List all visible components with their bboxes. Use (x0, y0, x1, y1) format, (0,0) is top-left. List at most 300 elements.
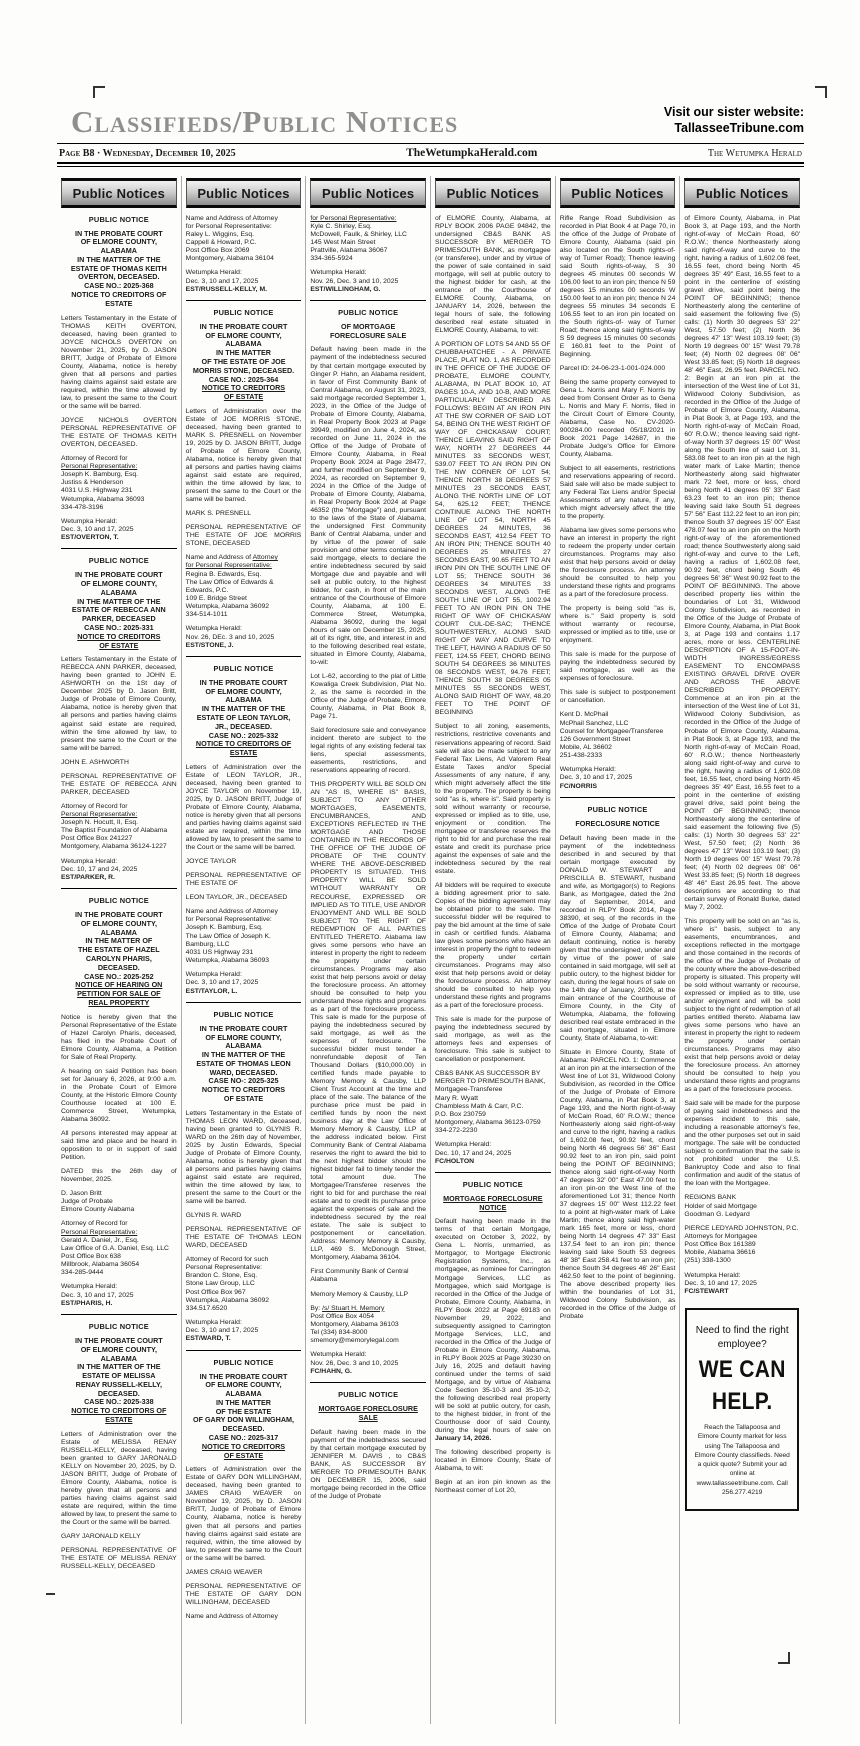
notice-line: PIERCE LEDYARD JOHNSTON, P.C. (684, 1224, 799, 1232)
notice-line: Wetumpka Herald: (310, 1351, 367, 1359)
notice-paragraph: of Elmore County, Alabama, in Plat Book 3, at Page 193, and the North right-of-way of McCain Road, 60' R.O.W.; thence Northeasterly along said right-of-way and curve to the right, having a radius of 1,602.08 feet, 16.55 feet, chord being North 45 degrees 35' 49" East, 16.55 feet to a point in the centerline of existing gravel drive, said point being the POINT OF BEGINNING; thence Northeasterly along the centerline of said easement the following five (5) calls: (1) North 30 degrees 53' 22" West, 57.50 feet; (2) North 36 degrees 47' 13" West 103.19 feet; (3) North 19 degrees 00' 15" West 79.78 feet; (4) North 02 degrees 08' 06" West 33.85 feet; (5) North 18 degrees 48' 46" East, 26.95 feet. PARCEL NO. 2: Begin at an iron pin at the intersection of the West line of Lot 31, Wildwood Colony Subdivision, as recorded in the Office of the Judge of Probate of Elmore County, Alabama, in Plat Book 3, at Page 193, and the North right-of-way of McCain Road, 60' R.O.W.; thence leaving said right-of-way North 37 degrees 15' 00" West along the South line of said Lot 31, 583.08 feet to an iron pin at the high water mark of Lake Martin; thence Northeasterly along said highwater mark 72 feet, more or less, chord being North 41 degrees 05' 33" East 63.23 feet to an iron pin; thence leaving said lake South 51 degrees 57' 56" East 112.22 feet to an iron pin; thence South 37 degrees 15' 00" East 478.07 feet to an iron pin on the North right-of-way of the aforementioned road; thence Southwesterly along said right-of-way and curve to the Left, having a radius of 1,602.08 feet, 90.92 feet, chord being South 46 degrees 56' 36" West 90.92 feet to the POINT OF BEGINNING. The above described property lies within the boundaries of Lot 31, Wildwood Colony Subdivision, as recorded in the Office of the Judge of Probate of Elmore County, Alabama, in Plat Book 3, at Page 193 and contains 1.17 acres, more or less. CENTERLINE DESCRIPTION OF A 15-FOOT-IN-WIDTH INGRESS/EGRESS EASEMENT TO ENCOMPASS EXISTING GRAVEL DRIVE OVER AND ACROSS THE ABOVE DESCRIBED PROPERTY: Commence at an iron pin at the intersection of the West line of Lot 31, Wildwood Colony Subdivision, as recorded in the Office of the Judge of Probate of Elmore County, Alabama, in Plat Book 3, at Page 193, and the North right-of-way of McCain Road, 60' R.O.W.; thence Northeasterly along said right-of-way and curve to the right, having a radius of 1,602.08 feet, 16.55 feet, chord being North 45 degrees 35' 49" East, 16.55 feet to a point in the centerline of existing gravel drive, said point being the POINT OF BEGINNING; thence Northeasterly along the centerline of said easement the following five (5) calls: (1) North 30 degrees 53' 22" West, 57.50 feet; (2) North 36 degrees 47' 13" West 103.19 feet; (3) North 19 degrees 00' 15" West 79.78 feet; (4) North 02 degrees 08' 06" West 33.85 feet; (5) North 18 degrees 48' 46" East 26.95 feet. The above descriptions are according to that certain survey of Ronald Burke, dated May 7, 2002. (684, 214, 801, 911)
notice-line: The Law Office of Edwards & Edwards, P.C. (185, 578, 274, 594)
notice-line: Wetumpka, Alabama 36092 (185, 603, 270, 611)
notice-title-line: ALABAMA (225, 1041, 262, 1051)
notice-paragraph: Letters of Administration over the Estate of LEON TAYLOR, JR., deceased, having been granted to JOYCE TAYLOR on November 19, 2025, by D. JASON BRITT, Judge of Probate of Elmore County, Alabama, notice is hereby given that all persons and parties having claims against said estate are required, within the time allowed by law, to present the same to the Court or the same will be barred. (185, 763, 302, 852)
notice-title-line: NOTICE TO CREDITORS (77, 631, 161, 641)
notice-title-line: CAROLYN PHARIS, (85, 953, 152, 963)
notice-line: Name and Address of Attorney (185, 554, 278, 562)
notice-title-line: OF ELMORE COUNTY, (205, 1380, 282, 1390)
notice-title-line: ALABAMA (225, 339, 262, 349)
notice-lines (61, 1190, 177, 1214)
notice-lines (61, 803, 177, 852)
notice-lines (310, 1268, 426, 1284)
notice-title-line: FORECLOSURE NOTICE (575, 818, 660, 828)
notice-lines (186, 971, 302, 995)
notice-line: Attorney of Record for (61, 1220, 128, 1228)
house-ad-details: Reach the Tallapoosa and Elmore County market for less using The Tallapoosa and Elmore County classifieds. Need a quick quote? Submit your ad online at www.tallasseetribune.com. Call 256.277.4219 (694, 1424, 790, 1496)
house-ad-question: Need to find the right employee? (695, 1325, 789, 1350)
notice-line: 109 E. Bridge Street (185, 594, 247, 602)
notice-line: Post Office Box 4054 (310, 1312, 375, 1320)
notice-title-line: NOTICE TO CREDITORS OF (71, 289, 167, 299)
notice-lines (61, 455, 177, 512)
notice-line: Dec. 3, 10 and 17, 2025 (61, 1291, 134, 1299)
notice-title-line: PETITION FOR SALE OF (77, 989, 161, 999)
notice-paragraph: LEON TAYLOR, JR., DECEASED (185, 894, 288, 902)
notice-title-line: ESTATE OF LEON TAYLOR, (196, 713, 291, 723)
notice-title-line: WARD, DECEASED. (209, 1067, 278, 1077)
notice-line: 4031 U.S. Highway 231 (61, 487, 133, 495)
notice-line: FC/STEWART (684, 1287, 729, 1295)
notice-paragraph: This property will be sold on an "as is, where is" basis, subject to any easements, encumbrances, and exceptions reflected in the mortgage and those contained in the records of the office of the Judge of Probate of the county where the above-described property is situated. This property will be sold without warranty or recourse, expressed or implied as to title, use and/or enjoyment and will be sold subject to the right of redemption of all parties entitled thereto. Alabama law gives some persons who have an interest in property the right to redeem the property under certain circumstances. Programs may also exist that help persons avoid or delay the foreclosure process. An attorney should be consulted to help you understand these rights and programs as a part of the foreclosure process. (684, 917, 801, 1094)
notice-line: EST/STONE, J. (185, 641, 234, 649)
notice-line: Regina B. Edwards, Esq. (185, 570, 262, 578)
notice-lines (684, 1225, 800, 1266)
notice-line: Wetumpka Herald: (684, 1271, 741, 1279)
notice-line: Cappell & Howard, P.C. (185, 238, 257, 246)
notice-paragraph: Said sale will be made for the purpose of paying said indebtedness and the expenses incident to this sale, including a reasonable attorney's fee, and the other purposes set out in said mortgage. The sale will be conducted subject to confirmation that the sale is not prohibited under the U.S. Bankruptcy Code and also to final confirmation and audit of the status of the loan with the Mortgagee. (684, 1100, 801, 1188)
notice-line: D. Jason Britt (61, 1189, 102, 1197)
notice-line: First Community Bank of Central Alabama (310, 1268, 409, 1284)
notice-paragraph: The property is being sold "as is, where is." Said property is sold without warranty or recourse, expressed or implied as to title, use or enjoyment. (559, 605, 676, 645)
notice-line: EST/RUSSELL-KELLY, M. (185, 285, 267, 293)
notice-title-line: SALE (358, 1412, 378, 1422)
notice-line: Gerald A. Daniel, Jr., Esq. (61, 1236, 139, 1244)
notice-paragraph: All bidders will be required to execute a bidding agreement prior to sale. Copies of the bidding agreement may be obtained prior to the sale. The successful bidder will be required to pay the bid amount at the time of sale in cash or certified funds. Alabama law gives some persons who have an interest in property the right to redeem the property under certain circumstances. Programs may also exist that help persons avoid or delay the foreclosure process. An attorney should be consulted to help you understand these rights and programs as a part of the foreclosure process. (435, 881, 551, 1009)
notice-title-line: ALABAMA (100, 1353, 137, 1363)
public-notice-label: PUBLIC NOTICE (338, 307, 399, 317)
notice-line: 334-514-1011 (185, 611, 228, 619)
notice-lines (310, 1351, 426, 1375)
notice-title-line: ESTATE (105, 298, 133, 308)
notice-line: Dec. 3, 10 and 17, 2025 (185, 979, 259, 987)
notice-title-line: IN THE MATTER (216, 348, 271, 358)
house-ad-headline-line1: WE CAN (698, 1356, 786, 1383)
notice-paragraph: Said foreclosure sale and conveyance incident thereto are subject to the legal rights of any existing federal tax liens, special assessments, easements, restrictions, and reservations appearing of record. (310, 727, 427, 775)
notice-line: for Personal Representative: (185, 916, 272, 924)
notice-lines (186, 215, 302, 264)
notice-title-line: OF ELMORE COUNTY, (80, 918, 157, 928)
notice-paragraph: This sale is subject to postponement or cancellation. (559, 689, 676, 705)
public-notices-banner: Public Notices (435, 178, 551, 208)
notice-line: Wetumpka Herald: (185, 971, 242, 979)
notice-line: Name and Address of Attorney (185, 908, 278, 916)
notice-paragraph: This sale is made for the purpose of paying the indebtedness secured by said mortgage, as well as the expenses of foreclosure. (559, 651, 676, 683)
notice-line: 334.517.6520 (185, 1304, 228, 1312)
notice-line: Attorney of Record for (61, 454, 128, 462)
notice-title-line: CASE NO.: 2025-332 (208, 730, 279, 740)
notice-lines (560, 711, 676, 760)
notice-line: Memory Memory & Causby, LLP (310, 1290, 409, 1298)
crop-mark-top-left (93, 86, 105, 98)
notice-paragraph: Notice is hereby given that the Personal Representative of the Estate of Hazel Carolyn Pharis, deceased, has filed in the Probate Court of Elmore County, Alabama, a Petition for Sale of Real Property. (61, 1013, 177, 1061)
notice-title-line: THE ESTATE OF HAZEL (78, 945, 160, 955)
notice-line: 334-365-5924 (310, 255, 353, 263)
public-notice-label: PUBLIC NOTICE (213, 307, 274, 317)
notice-line: Wetumpka Herald: (61, 857, 118, 865)
notice-title (186, 323, 302, 402)
notice-line: Dec. 3, 10 and 17, 2025 (185, 1327, 259, 1335)
notice-title-line: IN THE MATTER OF THE (201, 1050, 286, 1060)
notice-title (61, 911, 177, 1008)
crop-mark-top-right (815, 86, 827, 98)
notice-line: Post Office Box 241227 (61, 835, 133, 843)
notice-line: Raley L. Wiggins, Esq. (185, 230, 255, 238)
notice-title (186, 1373, 302, 1461)
notice-line: Goodman G. Ledyard (684, 1210, 750, 1218)
notice-line: for Personal Representative: (185, 222, 272, 230)
notice-line: 334-478-3196 (61, 503, 104, 511)
notice-title-line: NOTICE OF HEARING ON (75, 980, 163, 990)
notice-title-line: ALABAMA (100, 927, 137, 937)
public-notice-label: PUBLIC NOTICE (88, 896, 149, 906)
notice-lines (61, 518, 177, 542)
notice-title-line: ALABAMA (225, 695, 262, 705)
notice-line: REGIONS BANK (684, 1194, 737, 1202)
notice-title (310, 323, 426, 341)
notice-separator (61, 548, 177, 549)
notice-line: 4031 US Highway 231 (185, 948, 254, 956)
notice-line: Name and Address of Attorney (185, 214, 278, 222)
notice-title (435, 1195, 551, 1213)
notice-line: CB&S BANK AS SUCCESSOR BY MERGER TO PRIMESOUTH BANK, (435, 1070, 546, 1086)
notice-separator (435, 1172, 551, 1173)
notice-paragraph: Letters Testamentary in the Estate of THOMAS LEON WARD, deceased, having been granted to GLYNIS R. WARD on the 26th day of November, 2025 by Justin Edwards, Special Judge of Probate of Elmore County, Alabama, notice is hereby given that all persons and parties having claims against said estate are required, within the time allowed by law, to present the same to the Court or the same will be barred. (185, 1109, 302, 1205)
notice-line: Brandon C. Stone, Esq. (185, 1272, 258, 1280)
notice-line: Wetumpka Herald: (310, 269, 367, 277)
notice-line: McPhail Sanchez, LLC (559, 719, 629, 727)
notice-title-line: PARKER, DECEASED (81, 614, 156, 624)
notice-separator (186, 1350, 302, 1351)
notice-title-line: CASE NO.: 2025-338 (84, 1397, 154, 1407)
notice-line: Wetumpka Herald: (185, 1319, 242, 1327)
notice-paragraph: Letters of Administration over the Estate of GARY DON WILLINGHAM, deceased, having been granted to JAMES CRAIG WEAVER on November 19, 2025, by D. JASON BRITT, Judge of Probate of Elmore County, Alabama, notice is hereby given that all persons and parties having claims against said estate are required, within, the time allowed by law, to present the same to the Court or the same will be barred. (185, 1466, 302, 1562)
notice-line: Kent D. McPhail (559, 711, 609, 719)
notice-title-line: IN THE PROBATE COURT (199, 321, 288, 331)
public-notice-label: PUBLIC NOTICE (338, 1389, 399, 1399)
notice-column-2 (181, 176, 306, 1724)
notice-columns (57, 176, 804, 1724)
notice-line: EST/OVERTON, T. (61, 534, 119, 542)
notice-line: 334-285-9444 (61, 1269, 104, 1277)
notice-line: Wetumpka Herald: (435, 1141, 492, 1149)
website-url[interactable]: TheWetumpkaHerald.com (406, 146, 538, 159)
notice-title-line: RENAY RUSSELL-KELLY, (75, 1379, 163, 1389)
notice-paragraph: Default having been made in the terms of that certain Mortgage, executed on October 3, 2022, by Gena L. Norris, unmarried, as Mortgagor, to Mortgage Electronic Registration Systems, Inc., as mortgagee, as nominee for Carrington Mortgage Services, LLC as Mortgagee, which said Mortgage is recorded in the Office of the Judge of Probate, Elmore County, Alabama, in RLPY Book 2022 at Page 69183 on November 29, 2022, and subsequently assigned to Carrington Mortgage Services, LLC, and recorded in the Office of the Judge of Probate in Elmore County, Alabama, in RLPY Book 2025 at Page 39230 on July 16, 2025 and default having continued under the terms of said Mortgage, and by virtue of Alabama Code Section 35-10-3 and 35-10-2, the following described real property will be sold at public outcry, for cash, to the highest bidder, in front of the Courthouse door of said County, during the legal hours of sale on January 14, 2026. (435, 1218, 551, 1442)
notice-title-line: CASE NO.: 2025-331 (84, 623, 154, 633)
notice-title-line: NOTICE TO CREDITORS (201, 383, 286, 393)
sister-website-line1: Visit our sister website: (663, 105, 804, 119)
notice-title-line: ESTATE (229, 748, 258, 758)
notice-paragraph: Letters Testamentary in the Estate of THOMAS KEITH OVERTON, deceased, having been granted to JOYCE NICHOLS OVERTON on November 21, 2025, by D. JASON BRITT, Judge of Probate of Elmore County, Alabama, notice is hereby given that all persons and parties having claims against said estate are required, within the time allowed by law, to present the same to the Court or the same will be barred. (61, 314, 177, 410)
notice-line: FC/NORRIS (559, 782, 598, 790)
notice-paragraph: JAMES CRAIG WEAVER (185, 1568, 263, 1576)
notice-title-line: OF GARY DON WILLINGHAM, (192, 1415, 295, 1425)
notice-title-line: OF ELMORE COUNTY, (80, 1344, 157, 1354)
notice-line: Post Office Box 161389 (684, 1241, 756, 1249)
notice-title-line: REAL PROPERTY (88, 997, 150, 1007)
notice-paragraph: Letters of Administration over the Estate of MELISSA RENAY RUSSELL-KELLY, deceased, having been granted to GARY JARONALD KELLY on November 20, 2025, by D. JASON BRITT, Judge of Probate of Elmore County, Alabama, notice is hereby given that all persons and parties having claims against said estate are required, within the time allowed by law, to present the same to the Court or the same will be barred. (61, 1430, 177, 1526)
notice-lines (186, 554, 302, 619)
notice-line: Elmore County Alabama (61, 1206, 135, 1214)
notice-line: Dec. 10, 17 and 24, 2025 (435, 1149, 512, 1157)
notice-title-line: OF ELMORE COUNTY, (205, 330, 282, 340)
notice-paragraph: JOYCE TAYLOR (185, 858, 237, 866)
notice-title (310, 1405, 426, 1423)
house-ad (685, 1308, 799, 1511)
notice-paragraph: Begin at an iron pin known as the Northeast corner of Lot 20, (435, 1478, 551, 1494)
notice-column-3 (305, 176, 430, 1724)
notice-paragraph: of ELMORE County, Alabama, at RPLY BOOK 2006 PAGE 94842, the undersigned CB&S BANK AS SUCCESSOR BY MERGER TO PRIMESOUTH BANK, as mortgagee (or transferee), under and by virtue of the power of sale contained in said mortgage, will sell at public outcry to the highest bidder for cash, at the entrance of the Courthouse of ELMORE County, Alabama, on JANUARY 14, 2026, between the legal hours of sale, the following described real estate situated in ELMORE County, Alabama, to wit: (435, 214, 551, 334)
notice-line: Post Office Box 2069 (185, 247, 250, 255)
notice-line: Attorney of Record for (61, 802, 128, 810)
notice-line: Personal Representative: (185, 1264, 262, 1272)
notice-title-line: OF ESTATE (223, 1450, 264, 1460)
notice-title-line: IN THE PROBATE COURT (74, 1335, 163, 1345)
notice-paragraph: Subject to all easements, restrictions and reservations appearing of record. Said sale will also be made subject to any Federal Tax Liens and/or Special Assessments of any nature, if any, which might adversely affect the title to the property. (559, 464, 676, 521)
folio-line (57, 144, 804, 162)
notice-title-line: ESTATE OF THOMAS LEON (196, 1058, 291, 1068)
notice-paragraph: A hearing on said Petition has been set for January 6, 2026, at 9:00 a.m. in the Probate Court of Elmore County, at the Historic Elmore County Courthouse located at 100 E. Commerce Street, Wetumpka, Alabama 36092. (61, 1067, 177, 1123)
public-notice-label: PUBLIC NOTICE (587, 804, 648, 814)
notice-paragraph: Letters of Administration over the Estate of JOE MORRIS STONE, deceased, having been granted to MARK S. PRESNELL on November 19, 2025 by D. JASON BRITT, Judge of Probate of Elmore County, Alabama, notice is hereby given that all persons and parties having claims against said estate are required, within the time allowed by law, to present the same to the Court or the same will be barred. (185, 407, 302, 504)
notice-title-line: ESTATE OF THOMAS KEITH (70, 263, 167, 273)
notice-line: Wetumpka Herald: (61, 1283, 118, 1291)
notice-line: Joseph K. Bamburg, Esq. (61, 471, 139, 479)
notice-line: Wetumpka Herald: (559, 766, 616, 774)
masthead (57, 104, 804, 137)
double-rule-top (57, 162, 804, 164)
notice-title-line: ALABAMA (100, 246, 137, 256)
notice-title-line: CASE NO.: 2025-368 (84, 281, 154, 291)
public-notice-label: PUBLIC NOTICE (213, 663, 274, 673)
notice-title-line: IN THE PROBATE COURT (199, 1371, 288, 1381)
notice-paragraph: JOHN E. ASHWORTH (61, 758, 129, 766)
notice-title (186, 679, 302, 758)
notice-paragraph: PERSONAL REPRESENTATIVE OF THE ESTATE OF MELISSA RENAY RUSSELL-KELLY, DECEASED (61, 1546, 177, 1570)
notice-line: Dec. 3, 10 and 17, 2025 (185, 277, 259, 285)
notice-separator (186, 300, 302, 301)
notice-paragraph: The following described property is located in Elmore County, State of Alabama, to wit: (435, 1448, 551, 1472)
notice-title (186, 1025, 302, 1104)
notice-title-line: MORRIS STONE, DECEASED. (192, 365, 295, 375)
notice-lines (310, 269, 426, 293)
notice-line: Wetumpka Herald: (185, 269, 242, 277)
notice-line: Mobile, AL 36602 (559, 744, 612, 751)
notice-line: Montgomery, Alabama 36123-0759 (435, 1119, 541, 1127)
notice-paragraph: MARK S. PRESNELL (185, 510, 252, 518)
notice-line: EST/WILLINGHAM, G. (310, 285, 381, 293)
notice-line: Post Office Box 638 (61, 1253, 121, 1261)
notice-separator (186, 1002, 302, 1003)
notice-paragraph: PERSONAL REPRESENTATIVE OF THE ESTATE OF JOE MORRIS STONE, DECEASED (185, 524, 302, 548)
notice-separator (560, 797, 676, 798)
notice-line: Attorneys for Mortgagee (684, 1233, 758, 1240)
notice-lines (310, 1305, 426, 1346)
notice-title-line: DECEASED. (97, 1388, 140, 1398)
notice-paragraph: Rifle Range Road Subdivision as recorded in Plat Book 4 at Page 70, in the office of the Judge of Probate of Elmore County, Alabama (said pin also located on the South rights-of-way of Turner Road); Thence leaving said South rights-of-way, S 30 degrees 45 minutes 00 seconds W 106.00 feet to an iron pin; thence N 59 degrees 15 minutes 00 seconds W 150.00 feet to an iron pin; thence N 24 degrees 55 minutes 34 seconds E 106.55 feet to an iron pin located on the South rights-of- way of Turner Road; thence along said rights-of-way S 59 degrees 15 minutes 00 seconds E 160.81 feet to the Point of Beginning. (559, 214, 676, 358)
notice-paragraph: Subject to all zoning, easements, restrictions, restrictive covenants and reservations appearing of record. Said sale will also be made subject to any Federal Tax Liens, Ad Valorem Real Estate Taxes and/or Special Assessments of any nature, if any, which might adversely affect the title to the property. The property is being sold "as is, where is". Said property is sold without warranty or recourse, expressed or implied as to title, use, enjoyment or condition. The mortgagee or transferee reserves the right to bid for and purchase the real estate and credit its purchase price against the expenses of sale and the indebtedness secured by the real estate. (435, 723, 551, 875)
notice-paragraph: PERSONAL REPRESENTATIVE OF THE ESTATE OF GARY DON WILLINGHAM, DECEASED (185, 1582, 302, 1606)
notice-line: FC/HOLTON (435, 1157, 475, 1165)
notice-line: By: /s/ Stuart H. Memory (310, 1304, 385, 1312)
notice-line: Nov. 26, Dec. 3 and 10, 2025 (310, 277, 399, 285)
notice-paragraph: Parcel ID: 24-06-23-1-001-024.000 (559, 364, 666, 372)
notice-line: 251-438-2333 (559, 752, 603, 760)
notice-line: EST/PHARIS, H. (61, 1299, 113, 1307)
notice-line: Montgomery, Alabama 36103 (310, 1321, 399, 1328)
notice-title-line: ESTATE (105, 1414, 133, 1424)
notice-lines (310, 215, 426, 264)
notice-paragraph: Situate in Elmore County, State of Alabama: PARCEL NO. 1: Commence at an iron pin at the intersection of the West line of Lot 31, Wildwood Colony Subdivision, as recorded in the Office of the Judge of Probate of Elmore County, Alabama, in Plat Book 3, at Page 193, and the North right-of-way of McCain Road, 60' R.O.W.; thence Northeasterly along said right-of-way and curve to the right, having a radius of 1,602.08 feet, 90.92 feet, chord being North 46 degrees 56' 36" East 90.92 feet to an iron pin, said point being the POINT OF BEGINNING; thence along said right-of-way North 47 degrees 32' 00" East 47.00 feet to an iron pin-on the West line of the aforementioned Lot 31; thence North 37 degrees 15' 00" West 112.22 feet to a point at high-water mark of Lake Martin; thence along said high-water mark 165 feet, more or less, chord being North 14 degrees 47' 33" East 137.54 feet to an iron pin; thence leaving said lake South 53 degrees 48' 38" East 258.41 feet to an iron pin; thence South 34 degrees 46' 26" East 462.50 feet to the point of beginning. The above described property lies within the boundaries of Lot 31, Wildwood Colony Subdivision, as recorded in the Office of the Judge of Probate (559, 1048, 676, 1321)
notice-lines (684, 1194, 800, 1218)
sister-website-note (664, 104, 804, 137)
public-notice-label: PUBLIC NOTICE (213, 1357, 274, 1367)
notice-line: EST/TAYLOR, L. (185, 987, 238, 995)
notice-line: 334-272-2230 (435, 1127, 478, 1135)
notice-separator (186, 656, 302, 657)
notice-title-line: IN THE MATTER (216, 1397, 271, 1407)
notice-title-line: IN THE PROBATE COURT (74, 570, 163, 580)
notice-title-line: NOTICE (479, 1202, 507, 1212)
notice-paragraph: Being the same property conveyed to Gena L. Norris and Mary F. Norris by deed from Consent Order as to Gena L. Norris and Mary F. Norris, filed in the Circuit Court of Elmore County, Alabama, Case No. CV-2020-900284.00 recorded 05/18/2021 in Book 2021 Page 142687, in the Probate Judge's Office for Elmore County, Alabama. (559, 378, 676, 458)
public-notices-banner: Public Notices (684, 178, 800, 208)
notice-title-line: CASE NO.: 2025-364 (208, 374, 279, 384)
notice-line: The Law Office of Joseph K. Bamburg, LLC (185, 932, 271, 948)
notice-paragraph: GARY JARONALD KELLY (61, 1532, 141, 1540)
notice-paragraph: THIS PROPERTY WILL BE SOLD ON AN "AS IS, WHERE IS" BASIS, SUBJECT TO ANY OTHER MORTGAGES, EASEMENTS, ENCUMBRANCES, AND EXCEPTIONS REFLECTED IN THE MORTGAGE AND THOSE CONTAINED IN THE RECORDS OF THE OFFICE OF THE JUDGE OF PROBATE OF THE COUNTY WHERE THE ABOVE-DESCRIBED PROPERTY IS SITUATED. THIS PROPERTY WILL BE SOLD WITHOUT WARRANTY OR RECOURSE, EXPRESSED OR IMPLIED AS TO TITLE, USE AND/OR ENJOYMENT AND WILL BE SOLD SUBJECT TO THE RIGHT OF REDEMPTION OF ALL PARTIES ENTITLED THERETO. Alabama law gives some persons who have an interest in property the right to redeem the property under certain circumstances. Programs may also exist that help persons avoid or delay the foreclosure process. An attorney should be consulted to help you understand these rights and programs as a part of the foreclosure process. This sale is made for the purpose of paying the indebtedness secured by said mortgage, as well as the expenses of foreclosure. The successful bidder must tender a nonrefundable deposit of Ten Thousand Dollars ($10,000.00) in certified funds made payable to Memory Memory & Causby, LLP Client Trust Account at the time and place of the sale. The balance of the purchase price must be paid in certified funds by noon the next business day at the Law Office of Memory Memory & Causby, LLP at the address indicated below. First Community Bank of Central Alabama reserves the right to award the bid to the next highest bidder should the highest bidder fail to timely tender the total amount due. The Mortgagee/Transferee reserves the right to bid for and purchase the real estate and to credit its purchase price against the expenses of sale and the indebtedness secured by the real estate. The sale is subject to postponement or cancellation. Address: Memory Memory & Causby, LLP, 469 S. McDonough Street, Montgomery, Alabama 36104. (310, 781, 427, 1262)
notice-title-line: MORTGAGE FORECLOSURE (318, 1403, 418, 1413)
notice-line: Justiss & Henderson (61, 479, 124, 487)
notice-paragraph: PERSONAL REPRESENTATIVE OF THE ESTATE OF (185, 872, 302, 888)
notice-paragraph: Alabama law gives some persons who have an interest in property the right to redeem the property under certain circumstances. Programs may also exist that help persons avoid or delay the foreclosure process. An attorney should be consulted to help you understand these rights and programs as a part of the foreclosure process. (559, 527, 676, 599)
notice-line: McDowell, Faulk, & Shirley, LLC (310, 230, 407, 238)
double-rule-bottom (57, 166, 804, 167)
public-notice-label: PUBLIC NOTICE (88, 1321, 149, 1331)
page-content (57, 104, 804, 1724)
notice-line: (251) 338-1300 (684, 1257, 731, 1265)
public-notices-banner: Public Notices (186, 178, 302, 208)
notice-title (61, 571, 177, 650)
notice-lines (186, 269, 302, 293)
notice-title-line: CASE NO-: 2025-325 (208, 1076, 279, 1086)
notice-line: Wetumpka, Alabama 36092 (185, 1296, 270, 1304)
notice-title-line: ALABAMA (225, 1389, 262, 1399)
notice-title-line: NOTICE TO CREDITORS OF (71, 1406, 167, 1416)
notice-lines (435, 1070, 551, 1135)
notice-separator (310, 1382, 426, 1383)
notice-paragraph: GLYNIS R. WARD (185, 1211, 242, 1219)
notice-line: Wetumpka Herald: (61, 517, 118, 525)
notice-line: Joseph N. Hocutt, II, Esq. (61, 818, 139, 826)
public-notice-label: PUBLIC NOTICE (213, 1009, 274, 1019)
notice-line: Judge of Probate (61, 1198, 113, 1206)
newspaper-name: The Wetumpka Herald (707, 147, 802, 159)
notice-line: Attorney of Record for such (185, 1256, 269, 1264)
notice-title-line: OF THE ESTATE (215, 1406, 272, 1416)
notice-line: EST/PARKER, R. (61, 873, 115, 881)
notice-line: Dec. 10, 17 and 24, 2025 (61, 865, 138, 873)
notice-separator (61, 1314, 177, 1315)
notice-lines (186, 1256, 302, 1313)
notice-paragraph: PERSONAL REPRESENTATIVE OF THE ESTATE OF REBECCA ANN PARKER, DECEASED (61, 772, 177, 796)
notice-line: Prattville, Alabama 36067 (310, 247, 388, 255)
public-notices-banner: Public Notices (310, 178, 426, 208)
notice-title-line: IN THE MATTER OF THE (77, 596, 161, 606)
notice-title-line: NOTICE TO CREDITORS OF (195, 739, 292, 749)
notice-title-line: IN THE MATTER OF (85, 936, 153, 946)
notice-line: Personal Representative: (61, 1228, 138, 1236)
notice-line: Mortgagee-Transferee (435, 1086, 503, 1094)
notice-line: Dec. 3, 10 and 17, 2025 (684, 1279, 757, 1287)
notice-title-line: OF MORTGAGE (341, 321, 396, 331)
notice-line: The Baptist Foundation of Alabama (61, 827, 168, 835)
notice-title-line: ESTATE OF REBECCA ANN (71, 605, 166, 615)
notice-lines (560, 766, 676, 790)
notice-title-line: IN THE PROBATE COURT (74, 228, 163, 238)
notice-lines (61, 858, 177, 882)
notice-lines (61, 1283, 177, 1307)
notice-title-line: IN THE MATTER OF THE (77, 254, 161, 264)
notice-title-line: FORECLOSURE SALE (330, 330, 407, 340)
sister-website-link[interactable]: TallasseeTribune.com (674, 121, 804, 136)
notice-title-line: MORTGAGE FORECLOSURE (443, 1193, 543, 1203)
notice-line: Stone Law Group, LLC (185, 1280, 255, 1288)
notice-column-1 (57, 176, 181, 1724)
notice-line: Wetumpka Herald: (185, 625, 242, 633)
notice-line: Counsel for Mortgagee/Transferee (559, 727, 664, 735)
notice-title-line: OF ELMORE COUNTY, (205, 686, 282, 696)
notice-paragraph: Default having been made in the payment of the indebtedness secured by that certain mortgage executed by JENNIFER M. DAVIS , to CB&S BANK, AS SUCCESSOR BY MERGER TO PRIMESOUTH BANK ON DECEMBER 15, 2006, said mortgage being recorded in the Office of the Judge of Probate (310, 1428, 427, 1500)
notice-paragraph: JOYCE NICHOLS OVERTON PERSONAL REPRESENTATIVE OF THE ESTATE OF THOMAS KEITH OVERTON, DECEASED. (61, 416, 177, 448)
notice-title-line: CASE NO.: 2025-317 (208, 1433, 279, 1443)
notice-line: Mary R. Wyatt (435, 1094, 479, 1102)
notice-paragraph: This sale is made for the purpose of paying the indebtedness secured by said mortgage, as well as the attorneys fees and expenses of foreclosure. This sale is subject to cancellation or postponement. (435, 1016, 551, 1064)
notice-line: FC/HAHN, G. (310, 1367, 352, 1375)
notice-title-line: NOTICE TO CREDITORS (201, 1085, 286, 1095)
notice-line: Law Office of G.A. Daniel, Esq. LLC (61, 1244, 169, 1252)
notice-title (61, 1337, 177, 1425)
notice-title-line: JR., DECEASED. (214, 721, 273, 731)
notice-title-line: OF ELMORE COUNTY, (205, 1032, 282, 1042)
notice-line: Wetumpka, Alabama 36093 (61, 495, 145, 503)
notice-title-line: OF ELMORE COUNTY, (80, 579, 157, 589)
notice-column-5 (555, 176, 680, 1724)
notice-lines (684, 1272, 800, 1296)
notice-title-line: OF THE ESTATE OF JOE (201, 357, 286, 367)
notice-title-line: OF ESTATE (223, 392, 264, 402)
notice-line: Dec. 3, 10 and 17, 2025 (61, 526, 134, 534)
notice-title-line: IN THE MATTER OF THE (77, 1362, 161, 1372)
notice-title-line: IN THE PROBATE COURT (199, 677, 288, 687)
notice-line: smemory@memorylegal.com (310, 1337, 399, 1345)
notice-line: Joseph K. Bamburg, Esq. (185, 924, 263, 932)
notice-line: Kyle C. Shirley, Esq. (310, 222, 372, 230)
notice-title-line: CASE NO.: 2025-252 (84, 971, 154, 981)
notice-title-line: OVERTON, DECEASED. (78, 272, 160, 282)
notice-title-line: IN THE MATTER OF THE (201, 704, 286, 714)
notice-line: EST/WARD, T. (185, 1335, 231, 1343)
notice-line: Mobile, Alabama 36616 (684, 1249, 756, 1257)
notice-separator (310, 300, 426, 301)
notice-title (560, 820, 676, 829)
notice-title-line: ESTATE OF MELISSA (82, 1371, 156, 1381)
notice-paragraph: Lot L-62, according to the plat of Little Kowaliga Creek Subdivision, Plat No. 2, as the same is recorded in the Office of the Judge of Probate, Elmore County, Alabama, in Plat Book 8, Page 71. (310, 673, 427, 721)
notice-line: for Personal Representative: (310, 214, 397, 222)
public-notice-label: PUBLIC NOTICE (88, 556, 149, 566)
notice-title-line: OF ESTATE (99, 640, 139, 650)
notice-lines (310, 1291, 426, 1299)
